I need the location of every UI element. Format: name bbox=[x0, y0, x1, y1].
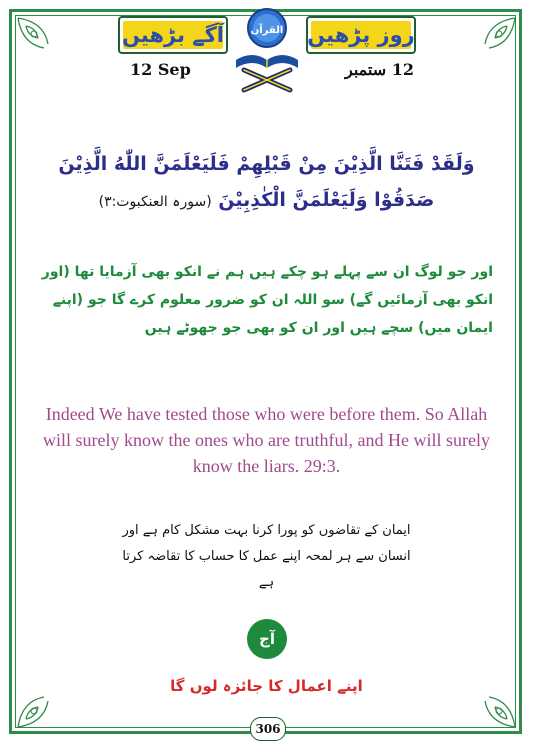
verse-reference: (سورہ العنکبوت:۳) bbox=[98, 194, 212, 210]
today-badge bbox=[247, 619, 287, 659]
arabic-verse bbox=[40, 146, 493, 220]
header-plate-right bbox=[306, 16, 416, 54]
date-urdu: 12 ستمبر bbox=[345, 60, 414, 79]
header-title-right: روز پڑھیں bbox=[307, 23, 415, 47]
today-label: آج bbox=[259, 630, 275, 648]
corner-ornament-top-right bbox=[459, 14, 519, 74]
header-plate-left bbox=[118, 16, 228, 54]
header-title-left: آگے بڑھیں bbox=[122, 23, 225, 47]
date-english: 12 Sep bbox=[130, 60, 191, 79]
corner-ornament-bottom-left bbox=[14, 671, 74, 731]
today-resolution: اپنے اعمال کا جائزہ لوں گا bbox=[170, 677, 363, 695]
arabic-verse-text: وَلَقَدْ فَتَنَّا الَّذِيْنَ مِنْ قَبْلِهِمْ فَلَيَعْلَمَنَّ اللّٰهُ الَّذِيْنَ صَدَقُوْا وَلَيَعْلَمَنَّ الْكٰذِبِيْنَ bbox=[58, 153, 475, 211]
corner-ornament-bottom-right bbox=[459, 671, 519, 731]
english-translation: Indeed We have tested those who were before them. So Allah will surely know the ones who are truthful, and He will surely know the liars. 29:3. bbox=[43, 404, 490, 476]
urdu-translation: اور جو لوگ ان سے پہلے ہو چکے ہیں ہم نے انکو بھی آزمایا تھا (اور انکو بھی آزمائیں گے) سو اللہ ان کو ضرور معلوم کرے گا جو (اپنے ایمان میں) سچے ہیں اور ان کو بھی جو جھوٹے ہیں bbox=[41, 264, 493, 336]
emblem-label: القرآن bbox=[250, 25, 284, 36]
page-number: 306 bbox=[255, 722, 281, 736]
header bbox=[118, 12, 416, 54]
page-number-badge bbox=[250, 717, 286, 741]
corner-ornament-top-left bbox=[14, 14, 74, 74]
reflection-note: ایمان کے تقاضوں کو پورا کرنا بہت مشکل کام ہے اور انسان سے ہر لمحہ اپنے عمل کا حساب کا تقاضہ کرتا ہے bbox=[122, 523, 411, 590]
quran-emblem-icon bbox=[230, 6, 304, 94]
